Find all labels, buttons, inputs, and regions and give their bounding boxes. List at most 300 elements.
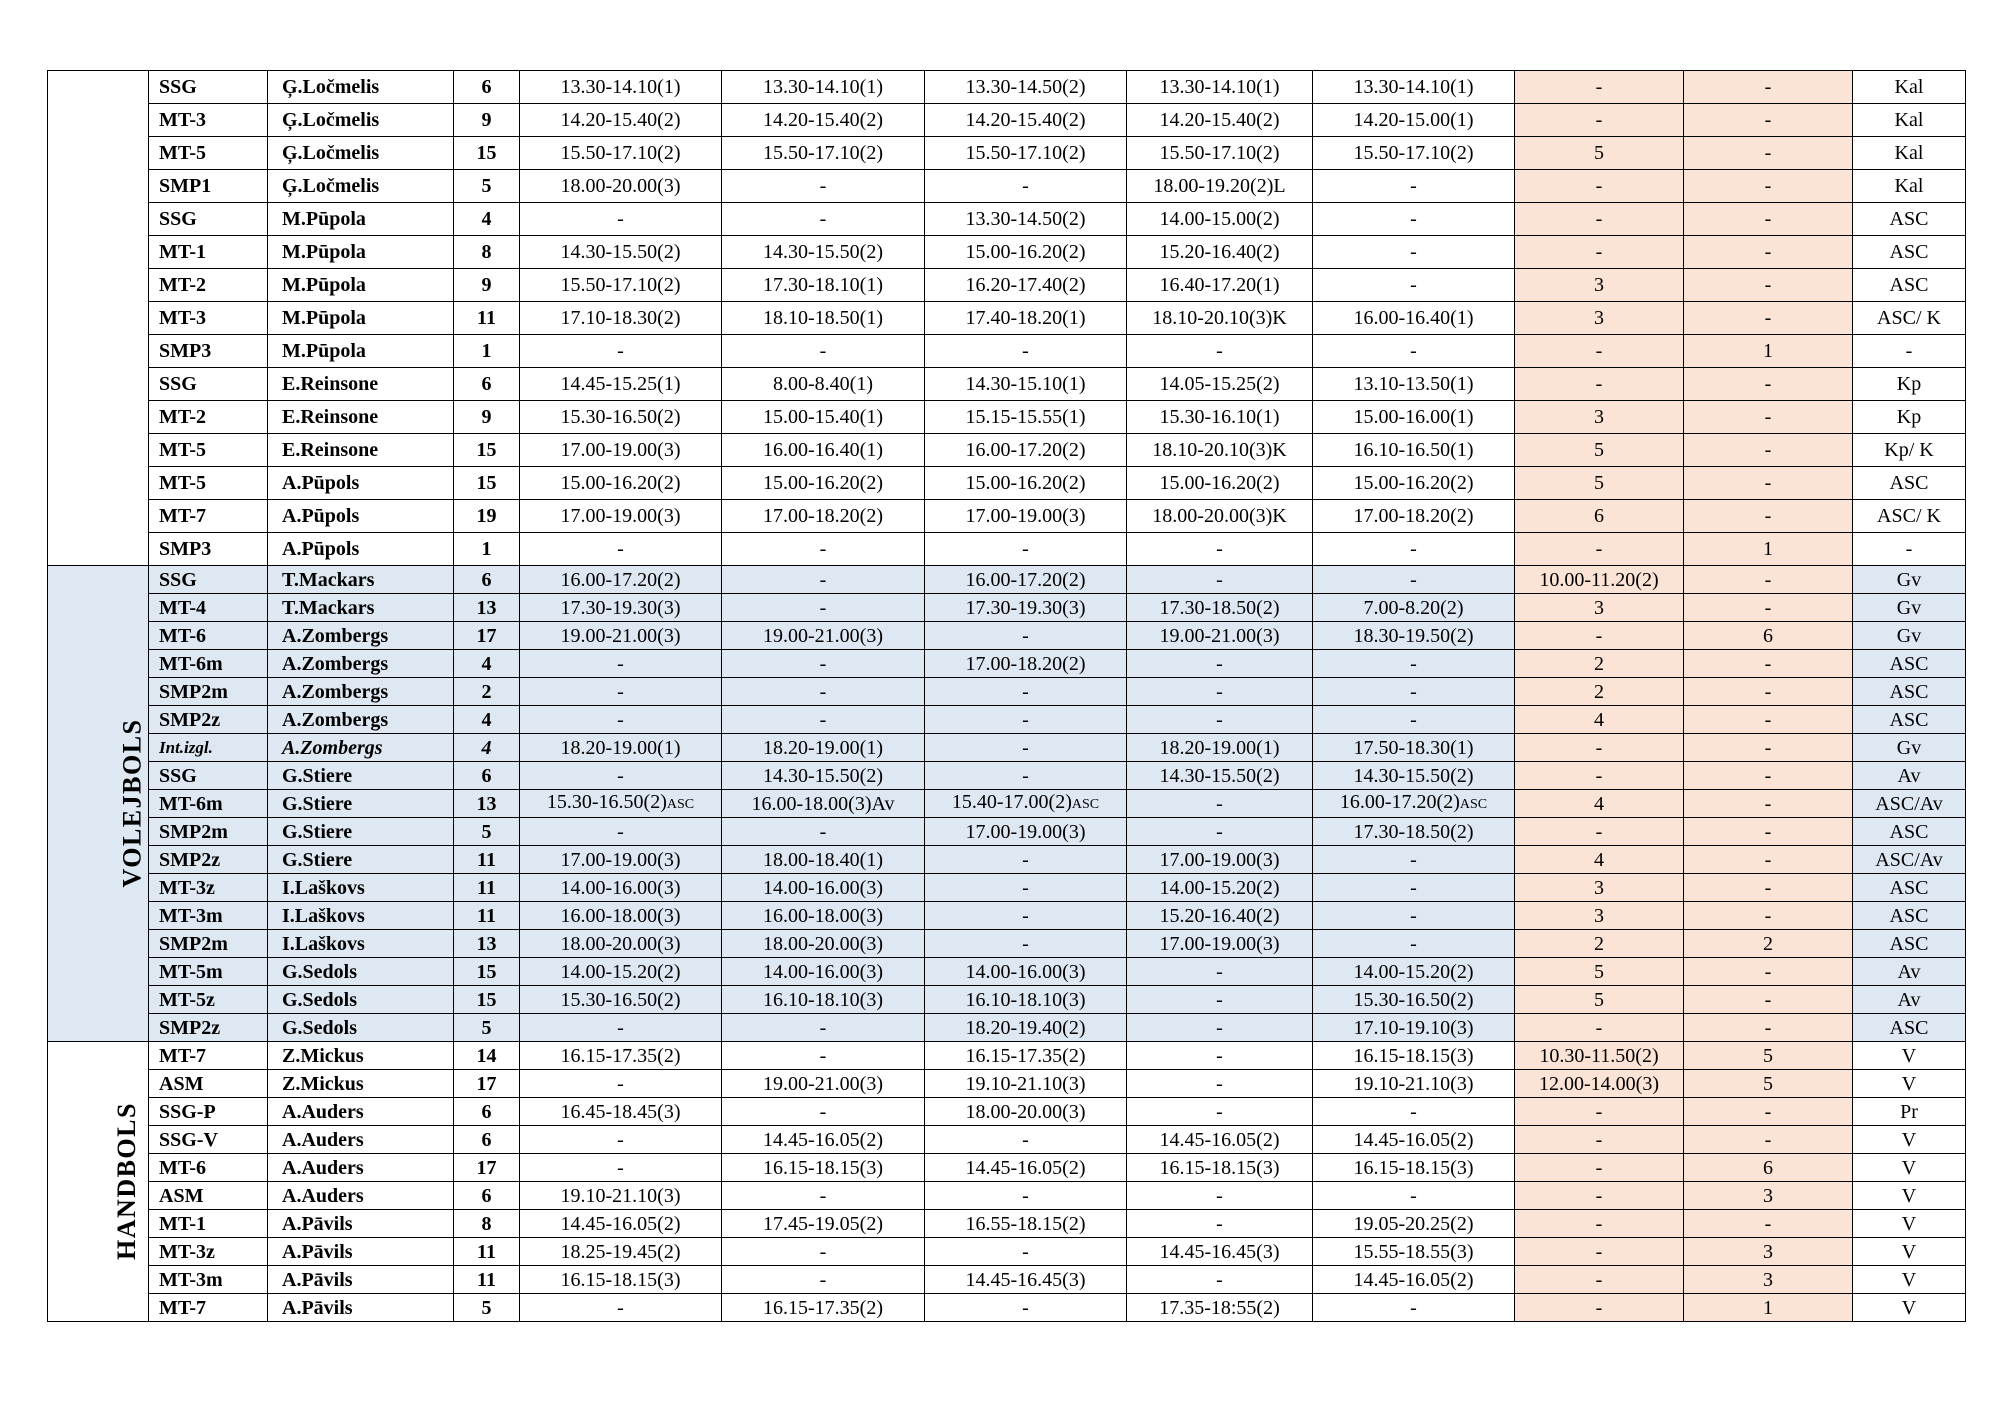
day-cell-fri: [1313, 790, 1515, 818]
day-cell-mon: 14.45-15.25(1): [520, 368, 722, 401]
coach-cell: T.Mackars: [268, 566, 454, 594]
day-cell-sun: -: [1684, 302, 1853, 335]
day-cell-wed: 16.00-17.20(2): [925, 434, 1127, 467]
day-cell-sun: -: [1684, 678, 1853, 706]
day-cell-fri: -: [1313, 678, 1515, 706]
day-cell-mon: 14.20-15.40(2): [520, 104, 722, 137]
hours-cell: 6: [454, 1126, 520, 1154]
day-cell-thu: 14.05-15.25(2): [1127, 368, 1313, 401]
day-cell-mon: -: [520, 1294, 722, 1322]
table-row: [48, 930, 1966, 958]
day-cell-sun: -: [1684, 566, 1853, 594]
day-cell-thu: 15.30-16.10(1): [1127, 401, 1313, 434]
day-cell-wed: 15.00-16.20(2): [925, 467, 1127, 500]
day-cell-sun: 1: [1684, 533, 1853, 566]
day-cell-wed: -: [925, 930, 1127, 958]
day-cell-thu: 14.30-15.50(2): [1127, 762, 1313, 790]
day-cell-wed: 14.45-16.45(3): [925, 1266, 1127, 1294]
day-cell-sun: -: [1684, 986, 1853, 1014]
group-cell: MT-2: [149, 401, 268, 434]
day-cell-mon: 15.30-16.50(2): [520, 986, 722, 1014]
day-cell-sat: 6: [1515, 500, 1684, 533]
day-cell-tue: 17.45-19.05(2): [722, 1210, 925, 1238]
day-cell-sun: -: [1684, 467, 1853, 500]
table-row: [48, 533, 1966, 566]
day-cell-mon: 17.10-18.30(2): [520, 302, 722, 335]
day-cell-sat: -: [1515, 1210, 1684, 1238]
coach-cell: A.Pāvils: [268, 1266, 454, 1294]
day-cell-sun: 3: [1684, 1182, 1853, 1210]
hours-cell: 5: [454, 1294, 520, 1322]
day-cell-sat: -: [1515, 762, 1684, 790]
table-row: [48, 678, 1966, 706]
day-cell-mon: 14.45-16.05(2): [520, 1210, 722, 1238]
day-cell-wed: 16.55-18.15(2): [925, 1210, 1127, 1238]
coach-cell: E.Reinsone: [268, 368, 454, 401]
coach-cell: M.Pūpola: [268, 269, 454, 302]
day-cell-sat: -: [1515, 170, 1684, 203]
day-cell-fri: 19.05-20.25(2): [1313, 1210, 1515, 1238]
table-row: [48, 594, 1966, 622]
day-cell-fri: -: [1313, 269, 1515, 302]
group-cell: SMP3: [149, 533, 268, 566]
table-row: [48, 170, 1966, 203]
day-cell-sun: -: [1684, 818, 1853, 846]
hours-cell: 17: [454, 1070, 520, 1098]
day-cell-mon: 15.30-16.50(2): [520, 401, 722, 434]
group-cell: SMP2m: [149, 930, 268, 958]
day-cell-sat: 3: [1515, 902, 1684, 930]
day-cell-sat: -: [1515, 1238, 1684, 1266]
day-cell-sun: -: [1684, 1210, 1853, 1238]
table-row: [48, 104, 1966, 137]
day-cell-fri: 19.10-21.10(3): [1313, 1070, 1515, 1098]
day-cell-thu: 18.00-20.00(3)K: [1127, 500, 1313, 533]
coach-cell: A.Zombergs: [268, 678, 454, 706]
day-cell-sun: -: [1684, 958, 1853, 986]
day-cell-mon: 15.00-16.20(2): [520, 467, 722, 500]
day-cell-thu: 17.35-18:55(2): [1127, 1294, 1313, 1322]
table-row: [48, 467, 1966, 500]
day-cell-mon: -: [520, 706, 722, 734]
group-cell: MT-4: [149, 594, 268, 622]
day-cell-wed: -: [925, 335, 1127, 368]
day-cell-sun: -: [1684, 401, 1853, 434]
day-cell-tue: 17.30-18.10(1): [722, 269, 925, 302]
group-cell: MT-3m: [149, 902, 268, 930]
day-cell-mon: 14.00-15.20(2): [520, 958, 722, 986]
day-cell-sat: 10.30-11.50(2): [1515, 1042, 1684, 1070]
day-cell-wed: 19.10-21.10(3): [925, 1070, 1127, 1098]
day-cell-fri: 18.30-19.50(2): [1313, 622, 1515, 650]
coach-cell: G.Sedols: [268, 1014, 454, 1042]
day-cell-wed: 14.20-15.40(2): [925, 104, 1127, 137]
day-cell-wed: 14.00-16.00(3): [925, 958, 1127, 986]
day-cell-tue: 18.10-18.50(1): [722, 302, 925, 335]
day-cell-sat: 2: [1515, 930, 1684, 958]
day-cell-fri: 16.00-16.40(1): [1313, 302, 1515, 335]
day-cell-tue: 14.00-16.00(3): [722, 958, 925, 986]
coach-cell: A.Auders: [268, 1154, 454, 1182]
group-cell: MT-5: [149, 467, 268, 500]
day-cell-wed: 17.00-19.00(3): [925, 500, 1127, 533]
day-cell-wed: 13.30-14.50(2): [925, 71, 1127, 104]
coach-cell: A.Zombergs: [268, 650, 454, 678]
day-cell-tue: -: [722, 1182, 925, 1210]
day-cell-mon: 16.00-18.00(3): [520, 902, 722, 930]
day-cell-mon: 19.10-21.10(3): [520, 1182, 722, 1210]
coach-cell: I.Laškovs: [268, 902, 454, 930]
day-cell-sun: -: [1684, 71, 1853, 104]
day-cell-sun: -: [1684, 500, 1853, 533]
group-cell: SSG-V: [149, 1126, 268, 1154]
hours-cell: 17: [454, 1154, 520, 1182]
day-cell-tue: -: [722, 1238, 925, 1266]
day-cell-fri: -: [1313, 846, 1515, 874]
coach-cell: A.Auders: [268, 1098, 454, 1126]
day-cell-tue: -: [722, 678, 925, 706]
day-cell-wed: 17.00-19.00(3): [925, 818, 1127, 846]
coach-cell: A.Pūpols: [268, 467, 454, 500]
table-row: [48, 1210, 1966, 1238]
day-cell-wed: 14.45-16.05(2): [925, 1154, 1127, 1182]
day-cell-mon: 19.00-21.00(3): [520, 622, 722, 650]
day-cell-tue: 16.00-16.40(1): [722, 434, 925, 467]
day-cell-fri: -: [1313, 566, 1515, 594]
day-cell-wed: 14.30-15.10(1): [925, 368, 1127, 401]
group-cell: SMP2m: [149, 818, 268, 846]
day-cell-sat: 5: [1515, 467, 1684, 500]
day-cell-tue: 18.00-18.40(1): [722, 846, 925, 874]
day-cell-fri: 13.10-13.50(1): [1313, 368, 1515, 401]
place-suffix: ASC: [1071, 797, 1100, 812]
hours-cell: 9: [454, 269, 520, 302]
day-cell-wed: -: [925, 170, 1127, 203]
coach-cell: I.Laškovs: [268, 930, 454, 958]
place-cell: ASC: [1853, 678, 1966, 706]
day-cell-fri: 15.00-16.20(2): [1313, 467, 1515, 500]
day-cell-tue: -: [722, 650, 925, 678]
group-cell: MT-3m: [149, 1266, 268, 1294]
day-cell-sat: -: [1515, 368, 1684, 401]
day-cell-tue: 13.30-14.10(1): [722, 71, 925, 104]
place-cell: Av: [1853, 986, 1966, 1014]
day-cell-thu: -: [1127, 818, 1313, 846]
hours-cell: 6: [454, 71, 520, 104]
place-cell: Kp/ K: [1853, 434, 1966, 467]
group-cell: MT-7: [149, 1042, 268, 1070]
place-suffix: ASC: [666, 797, 695, 812]
day-cell-sat: -: [1515, 533, 1684, 566]
day-cell-fri: 13.30-14.10(1): [1313, 71, 1515, 104]
day-cell-sat: -: [1515, 1098, 1684, 1126]
table-row: [48, 1238, 1966, 1266]
group-cell: MT-3: [149, 104, 268, 137]
hours-cell: 5: [454, 818, 520, 846]
hours-cell: 11: [454, 1238, 520, 1266]
place-cell: V: [1853, 1210, 1966, 1238]
place-cell: V: [1853, 1266, 1966, 1294]
day-cell-tue: 14.45-16.05(2): [722, 1126, 925, 1154]
day-cell-tue: -: [722, 566, 925, 594]
table-row: [48, 71, 1966, 104]
hours-cell: 15: [454, 467, 520, 500]
day-cell-fri: -: [1313, 1098, 1515, 1126]
coach-cell: M.Pūpola: [268, 236, 454, 269]
day-cell-tue: 16.10-18.10(3): [722, 986, 925, 1014]
group-cell: SMP2z: [149, 706, 268, 734]
day-cell-fri: -: [1313, 1294, 1515, 1322]
day-cell-sat: 3: [1515, 269, 1684, 302]
group-cell: MT-5m: [149, 958, 268, 986]
day-cell-sat: 5: [1515, 986, 1684, 1014]
day-cell-thu: 17.30-18.50(2): [1127, 594, 1313, 622]
hours-cell: 13: [454, 594, 520, 622]
hours-cell: 15: [454, 958, 520, 986]
day-cell-tue: 14.20-15.40(2): [722, 104, 925, 137]
day-cell-sat: 4: [1515, 706, 1684, 734]
day-cell-thu: 18.10-20.10(3)K: [1127, 302, 1313, 335]
day-cell-mon: -: [520, 762, 722, 790]
coach-cell: A.Zombergs: [268, 622, 454, 650]
day-cell-wed: 17.40-18.20(1): [925, 302, 1127, 335]
day-cell-fri: -: [1313, 706, 1515, 734]
hours-cell: 8: [454, 1210, 520, 1238]
day-cell-sat: -: [1515, 335, 1684, 368]
group-cell: MT-5z: [149, 986, 268, 1014]
hours-cell: 11: [454, 874, 520, 902]
day-cell-fri: 16.15-18.15(3): [1313, 1042, 1515, 1070]
day-cell-thu: 14.00-15.20(2): [1127, 874, 1313, 902]
day-cell-wed: -: [925, 1294, 1127, 1322]
coach-cell: A.Zombergs: [268, 734, 454, 762]
day-cell-wed: 16.10-18.10(3): [925, 986, 1127, 1014]
day-cell-sun: 5: [1684, 1042, 1853, 1070]
day-cell-thu: 18.20-19.00(1): [1127, 734, 1313, 762]
day-cell-sat: -: [1515, 622, 1684, 650]
day-cell-thu: 17.00-19.00(3): [1127, 930, 1313, 958]
day-cell-mon: 17.00-19.00(3): [520, 434, 722, 467]
day-cell-mon: -: [520, 650, 722, 678]
section-name: VOLEJBOLS: [117, 717, 147, 888]
day-cell-fri: 16.15-18.15(3): [1313, 1154, 1515, 1182]
day-cell-thu: -: [1127, 1210, 1313, 1238]
coach-cell: A.Auders: [268, 1182, 454, 1210]
section-label: [48, 1042, 149, 1322]
day-cell-mon: 17.30-19.30(3): [520, 594, 722, 622]
table-row: [48, 500, 1966, 533]
table-row: [48, 401, 1966, 434]
day-cell-tue: -: [722, 1014, 925, 1042]
day-cell-sat: 5: [1515, 434, 1684, 467]
day-cell-thu: -: [1127, 1042, 1313, 1070]
day-cell-wed: -: [925, 1238, 1127, 1266]
day-cell-sun: -: [1684, 734, 1853, 762]
day-cell-mon: -: [520, 818, 722, 846]
day-cell-sat: 10.00-11.20(2): [1515, 566, 1684, 594]
place-cell: ASC: [1853, 930, 1966, 958]
training-schedule-table: [47, 70, 1966, 1322]
day-cell-tue: -: [722, 533, 925, 566]
day-cell-sun: -: [1684, 846, 1853, 874]
day-cell-mon: 14.00-16.00(3): [520, 874, 722, 902]
day-cell-fri: -: [1313, 203, 1515, 236]
place-cell: Gv: [1853, 594, 1966, 622]
day-cell-thu: 19.00-21.00(3): [1127, 622, 1313, 650]
day-cell-thu: -: [1127, 678, 1313, 706]
day-cell-mon: 15.50-17.10(2): [520, 269, 722, 302]
day-cell-wed: 15.00-16.20(2): [925, 236, 1127, 269]
day-cell-mon: -: [520, 1014, 722, 1042]
day-cell-sun: -: [1684, 762, 1853, 790]
place-cell: ASC/ K: [1853, 500, 1966, 533]
day-cell-thu: 18.10-20.10(3)K: [1127, 434, 1313, 467]
hours-cell: 6: [454, 1182, 520, 1210]
day-cell-sat: 5: [1515, 137, 1684, 170]
day-cell-fri: 14.45-16.05(2): [1313, 1126, 1515, 1154]
day-cell-thu: 14.45-16.45(3): [1127, 1238, 1313, 1266]
hours-cell: 9: [454, 104, 520, 137]
day-cell-tue: 14.30-15.50(2): [722, 236, 925, 269]
place-cell: Kal: [1853, 71, 1966, 104]
group-cell: SSG: [149, 762, 268, 790]
group-cell: SSG-P: [149, 1098, 268, 1126]
day-cell-fri: -: [1313, 533, 1515, 566]
place-cell: ASC: [1853, 818, 1966, 846]
day-cell-sun: 3: [1684, 1238, 1853, 1266]
section-name: HANDBOLS: [111, 1101, 141, 1260]
day-cell-mon: 18.00-20.00(3): [520, 930, 722, 958]
day-cell-fri: -: [1313, 1182, 1515, 1210]
place-cell: ASC: [1853, 874, 1966, 902]
table-row: [48, 1070, 1966, 1098]
hours-cell: 5: [454, 1014, 520, 1042]
day-cell-mon: -: [520, 533, 722, 566]
table-row: [48, 1042, 1966, 1070]
day-cell-tue: 18.20-19.00(1): [722, 734, 925, 762]
day-cell-thu: 16.40-17.20(1): [1127, 269, 1313, 302]
place-cell: ASC: [1853, 269, 1966, 302]
day-cell-wed: -: [925, 762, 1127, 790]
day-cell-thu: -: [1127, 533, 1313, 566]
day-cell-sat: -: [1515, 818, 1684, 846]
hours-cell: 15: [454, 137, 520, 170]
day-cell-wed: 17.00-18.20(2): [925, 650, 1127, 678]
day-cell-sat: 3: [1515, 302, 1684, 335]
place-cell: ASC: [1853, 203, 1966, 236]
day-cell-mon: -: [520, 1070, 722, 1098]
day-cell-fri: 17.30-18.50(2): [1313, 818, 1515, 846]
coach-cell: M.Pūpola: [268, 335, 454, 368]
place-cell: ASC: [1853, 467, 1966, 500]
day-cell-mon: 16.45-18.45(3): [520, 1098, 722, 1126]
place-cell: V: [1853, 1238, 1966, 1266]
hours-cell: 13: [454, 790, 520, 818]
day-cell-thu: 14.45-16.05(2): [1127, 1126, 1313, 1154]
day-cell-tue: 15.00-15.40(1): [722, 401, 925, 434]
day-cell-thu: 16.15-18.15(3): [1127, 1154, 1313, 1182]
day-cell-sun: -: [1684, 1014, 1853, 1042]
place-cell: ASC: [1853, 902, 1966, 930]
coach-cell: G.Stiere: [268, 818, 454, 846]
day-cell-mon: -: [520, 1154, 722, 1182]
table-row: [48, 846, 1966, 874]
day-cell-fri: 14.30-15.50(2): [1313, 762, 1515, 790]
group-cell: ASM: [149, 1070, 268, 1098]
group-cell: SMP2z: [149, 1014, 268, 1042]
day-cell-mon: -: [520, 1126, 722, 1154]
day-cell-tue: -: [722, 818, 925, 846]
schedule-body: [48, 71, 1966, 1322]
place-cell: Gv: [1853, 734, 1966, 762]
day-cell-sun: 2: [1684, 930, 1853, 958]
coach-cell: M.Pūpola: [268, 302, 454, 335]
day-cell-mon: 15.50-17.10(2): [520, 137, 722, 170]
day-cell-wed: [925, 790, 1127, 818]
group-cell: MT-7: [149, 500, 268, 533]
place-cell: ASC: [1853, 706, 1966, 734]
day-cell-fri: 14.45-16.05(2): [1313, 1266, 1515, 1294]
day-cell-fri: -: [1313, 902, 1515, 930]
hours-cell: 15: [454, 434, 520, 467]
day-cell-sun: -: [1684, 203, 1853, 236]
day-cell-tue: 17.00-18.20(2): [722, 500, 925, 533]
day-cell-thu: 18.00-19.20(2)L: [1127, 170, 1313, 203]
hours-cell: 6: [454, 762, 520, 790]
coach-cell: G.Sedols: [268, 986, 454, 1014]
day-cell-sat: -: [1515, 104, 1684, 137]
coach-cell: A.Pūpols: [268, 500, 454, 533]
day-cell-tue: 15.00-16.20(2): [722, 467, 925, 500]
hours-cell: 9: [454, 401, 520, 434]
day-cell-sun: -: [1684, 706, 1853, 734]
table-row: [48, 762, 1966, 790]
group-cell: SSG: [149, 203, 268, 236]
day-cell-sat: -: [1515, 734, 1684, 762]
table-row: [48, 1294, 1966, 1322]
group-cell: MT-5: [149, 434, 268, 467]
day-cell-sun: -: [1684, 1098, 1853, 1126]
day-cell-mon: -: [520, 203, 722, 236]
day-cell-mon: 16.15-18.15(3): [520, 1266, 722, 1294]
coach-cell: Ģ.Ločmelis: [268, 137, 454, 170]
hours-cell: 4: [454, 734, 520, 762]
day-cell-sun: -: [1684, 269, 1853, 302]
coach-cell: E.Reinsone: [268, 401, 454, 434]
coach-cell: M.Pūpola: [268, 203, 454, 236]
day-cell-mon: 17.00-19.00(3): [520, 846, 722, 874]
day-cell-mon: 18.20-19.00(1): [520, 734, 722, 762]
day-cell-sun: 1: [1684, 1294, 1853, 1322]
day-cell-tue: 14.30-15.50(2): [722, 762, 925, 790]
day-cell-wed: -: [925, 1182, 1127, 1210]
coach-cell: E.Reinsone: [268, 434, 454, 467]
day-cell-sun: -: [1684, 594, 1853, 622]
group-cell: SMP2z: [149, 846, 268, 874]
table-row: [48, 1098, 1966, 1126]
group-cell: MT-1: [149, 236, 268, 269]
table-row: [48, 335, 1966, 368]
hours-cell: 13: [454, 930, 520, 958]
day-cell-sun: 6: [1684, 622, 1853, 650]
day-cell-wed: 16.15-17.35(2): [925, 1042, 1127, 1070]
table-row: [48, 902, 1966, 930]
table-row: [48, 434, 1966, 467]
table-row: [48, 986, 1966, 1014]
day-cell-tue: -: [722, 1042, 925, 1070]
place-cell: V: [1853, 1126, 1966, 1154]
day-cell-tue: 16.00-18.00(3)Av: [722, 790, 925, 818]
